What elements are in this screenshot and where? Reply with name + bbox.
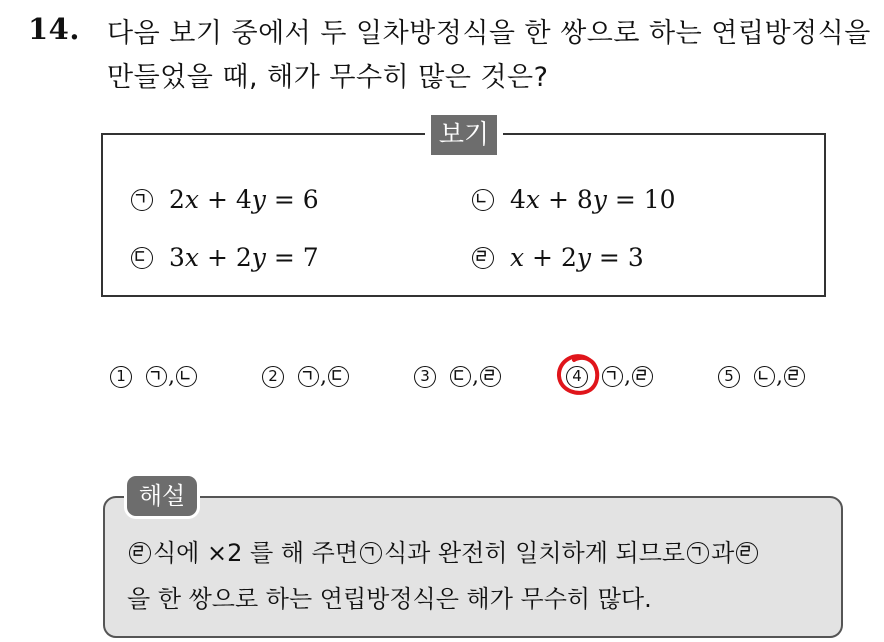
- explanation-text-1a: 식에 ×2 를 해 주면: [153, 539, 358, 567]
- explanation-text-2: 을 한 쌍으로 하는 연립방정식은 해가 무수히 많다.: [127, 585, 652, 613]
- giyeok-marker-icon: [298, 366, 319, 387]
- choice[interactable]: [262, 364, 349, 389]
- choice[interactable]: [414, 364, 501, 389]
- giyeok-marker-icon: [131, 189, 153, 211]
- choice-number: 1: [110, 366, 132, 388]
- giyeok-marker-icon: [360, 542, 382, 564]
- explanation-text: [127, 530, 827, 622]
- equation: x + 2y = 3: [510, 243, 644, 272]
- digeut-marker-icon: [131, 247, 153, 269]
- rieul-marker-icon: [736, 542, 758, 564]
- rieul-marker-icon: [472, 247, 494, 269]
- choice-separator: ,: [168, 364, 175, 389]
- giyeok-marker-icon: [687, 542, 709, 564]
- explanation-line-2: [127, 576, 827, 622]
- equation: 2x + 4y = 6: [169, 185, 319, 214]
- explanation-line-1: [127, 530, 827, 576]
- explanation-text-1b: 식과 완전히 일치하게 되므로: [384, 539, 686, 567]
- rieul-marker-icon: [129, 542, 151, 564]
- choice-number: 3: [414, 366, 436, 388]
- bogi-item: [131, 185, 319, 214]
- choice-number: 2: [262, 366, 284, 388]
- nieun-marker-icon: [472, 189, 494, 211]
- rieul-marker-icon: [784, 366, 805, 387]
- answer-mark-icon: [555, 353, 603, 399]
- choice[interactable]: [718, 364, 805, 389]
- bogi-item: [472, 243, 644, 272]
- digeut-marker-icon: [328, 366, 349, 387]
- bogi-title: 보기: [431, 115, 497, 155]
- bogi-box: [101, 133, 826, 297]
- rieul-marker-icon: [480, 366, 501, 387]
- choice-number: 5: [718, 366, 740, 388]
- digeut-marker-icon: [450, 366, 471, 387]
- choice-separator: ,: [624, 364, 631, 389]
- choice[interactable]: [110, 364, 197, 389]
- choice-separator: ,: [472, 364, 479, 389]
- nieun-marker-icon: [176, 366, 197, 387]
- bogi-item: [131, 243, 319, 272]
- giyeok-marker-icon: [602, 366, 623, 387]
- choice-separator: ,: [320, 364, 327, 389]
- choice-separator: ,: [776, 364, 783, 389]
- nieun-marker-icon: [754, 366, 775, 387]
- question-line-2: 만들었을 때, 해가 무수히 많은 것은?: [107, 62, 549, 93]
- rieul-marker-icon: [632, 366, 653, 387]
- equation: 4x + 8y = 10: [510, 185, 676, 214]
- giyeok-marker-icon: [146, 366, 167, 387]
- question-line-1: 다음 보기 중에서 두 일차방정식을 한 쌍으로 하는 연립방정식을: [107, 18, 871, 49]
- bogi-item: [472, 185, 676, 214]
- explanation-text-1c: 과: [711, 539, 735, 567]
- question-text: [107, 12, 877, 100]
- explanation-title: 해설: [127, 476, 197, 516]
- equation: 3x + 2y = 7: [169, 243, 319, 272]
- question-number: 14.: [28, 12, 80, 46]
- choice-number: 4: [566, 366, 588, 388]
